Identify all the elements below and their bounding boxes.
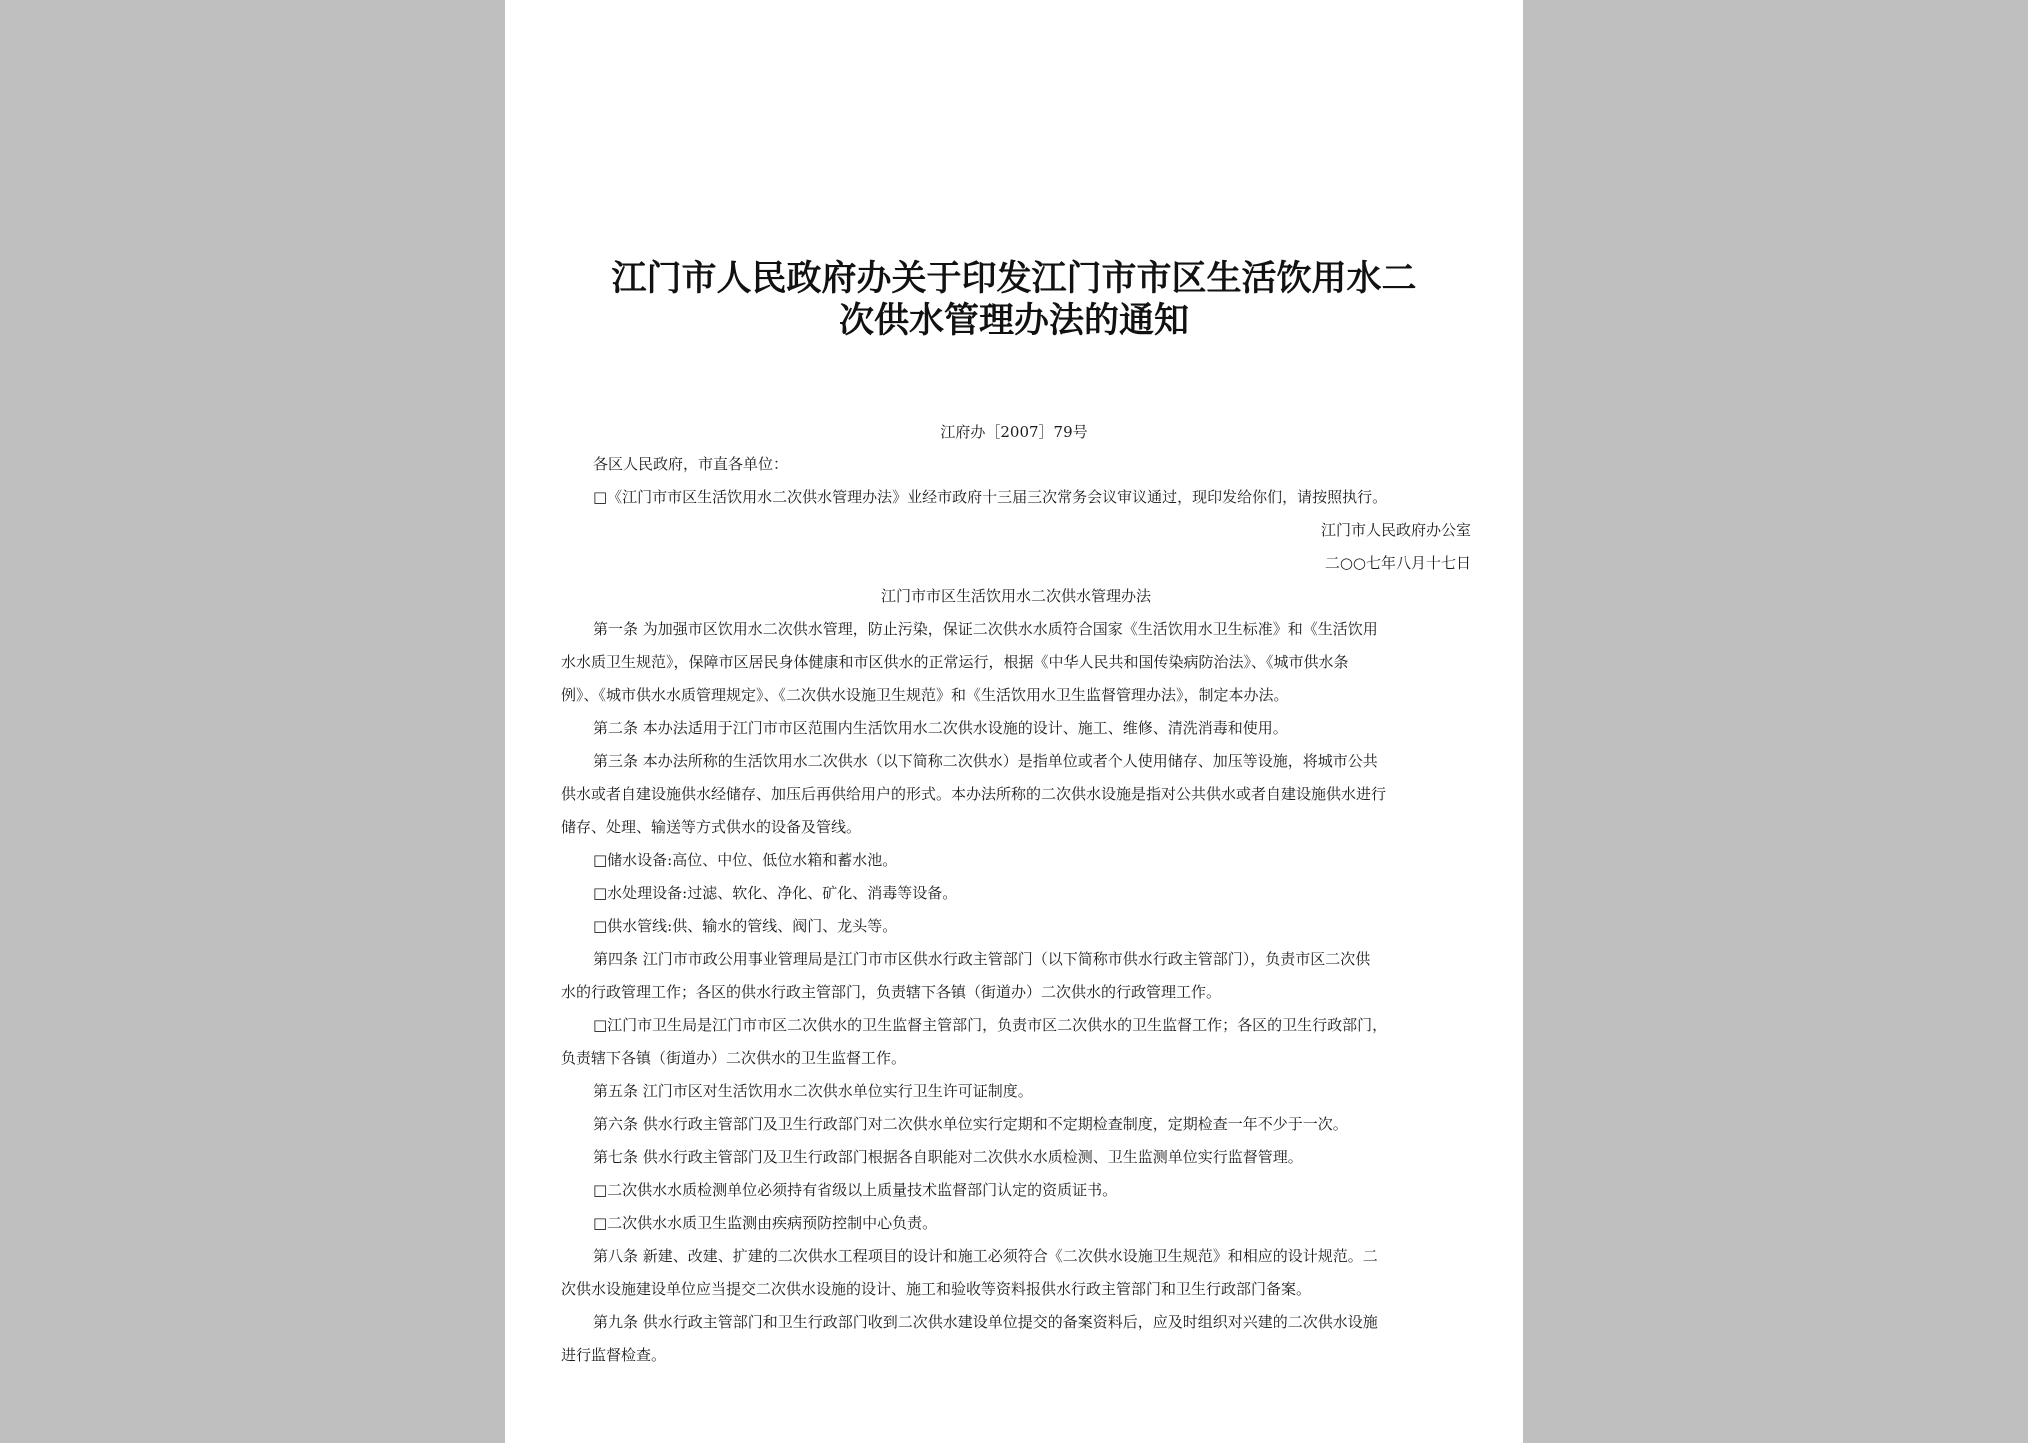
salutation: 各区人民政府，市直各单位： bbox=[593, 455, 789, 473]
body-line: 进行监督检查。 bbox=[561, 1346, 667, 1364]
body-line: 水水质卫生规范》，保障市区居民身体健康和市区供水的正常运行，根据《中华人民共和国传染病防治法》、《城市供水条 bbox=[561, 653, 1349, 671]
body-line: 第四条 江门市市政公用事业管理局是江门市市区供水行政主管部门（以下简称市供水行政主管部门），负责市区二次供 bbox=[593, 950, 1371, 968]
body-title: 江门市市区生活饮用水二次供水管理办法 bbox=[880, 587, 1151, 605]
body-line: 第三条 本办法所称的生活饮用水二次供水（以下简称二次供水）是指单位或者个人使用储存、加压等设施，将城市公共 bbox=[593, 752, 1378, 770]
body-line: □二次供水水质卫生监测由疾病预防控制中心负责。 bbox=[593, 1214, 938, 1232]
body-line: 第六条 供水行政主管部门及卫生行政部门对二次供水单位实行定期和不定期检查制度，定期检查一年不少于一次。 bbox=[593, 1115, 1348, 1133]
body-line: 储存、处理、输送等方式供水的设备及管线。 bbox=[561, 818, 862, 836]
document-title bbox=[595, 258, 1433, 342]
body-line: □江门市卫生局是江门市市区二次供水的卫生监督主管部门，负责市区二次供水的卫生监督工作；各区的卫生行政部门， bbox=[593, 1016, 1388, 1034]
title-line-1: 江门市人民政府办关于印发江门市市区生活饮用水二 bbox=[611, 259, 1417, 299]
body-line: 第九条 供水行政主管部门和卫生行政部门收到二次供水建设单位提交的备案资料后，应及时组织对兴建的二次供水设施 bbox=[593, 1313, 1378, 1331]
body-line: □二次供水水质检测单位必须持有省级以上质量技术监督部门认定的资质证书。 bbox=[593, 1181, 1118, 1199]
body-line: 供水或者自建设施供水经储存、加压后再供给用户的形式。本办法所称的二次供水设施是指对公共供水或者自建设施供水进行 bbox=[561, 785, 1387, 803]
body-line: 第七条 供水行政主管部门及卫生行政部门根据各自职能对二次供水水质检测、卫生监测单位实行监督管理。 bbox=[593, 1148, 1303, 1166]
body-line: 负责辖下各镇（街道办）二次供水的卫生监督工作。 bbox=[561, 1049, 907, 1067]
body-line: 次供水设施建设单位应当提交二次供水设施的设计、施工和验收等资料报供水行政主管部门和卫生行政部门备案。 bbox=[561, 1280, 1312, 1298]
body-line: 第二条 本办法适用于江门市市区范围内生活饮用水二次供水设施的设计、施工、维修、清洗消毒和使用。 bbox=[593, 719, 1288, 737]
body-line: □供水管线:供、输水的管线、阀门、龙头等。 bbox=[593, 917, 898, 935]
document-number: 江府办［2007］79号 bbox=[940, 423, 1088, 441]
issue-date: 二○○七年八月十七日 bbox=[1324, 554, 1471, 572]
body-line: □储水设备:高位、中位、低位水箱和蓄水池。 bbox=[593, 851, 898, 869]
body-line: 第一条 为加强市区饮用水二次供水管理，防止污染，保证二次供水水质符合国家《生活饮用水卫生标准》和《生活饮用 bbox=[593, 620, 1378, 638]
body-line: 例》、《城市供水水质管理规定》、《二次供水设施卫生规范》和《生活饮用水卫生监督管理办法》，制定本办法。 bbox=[561, 686, 1289, 704]
document-page bbox=[505, 0, 1523, 1443]
body-line: □水处理设备:过滤、软化、净化、矿化、消毒等设备。 bbox=[593, 884, 958, 902]
body-line: 水的行政管理工作；各区的供水行政主管部门，负责辖下各镇（街道办）二次供水的行政管理工作。 bbox=[561, 983, 1222, 1001]
body-line: 第八条 新建、改建、扩建的二次供水工程项目的设计和施工必须符合《二次供水设施卫生规范》和相应的设计规范。二 bbox=[593, 1247, 1378, 1265]
title-line-2: 次供水管理办法的通知 bbox=[838, 301, 1189, 341]
issuer: 江门市人民政府办公室 bbox=[1320, 521, 1471, 539]
intro-paragraph: □《江门市市区生活饮用水二次供水管理办法》业经市政府十三届三次常务会议审议通过，现印发给你们，请按照执行。 bbox=[593, 488, 1388, 506]
body-line: 第五条 江门市区对生活饮用水二次供水单位实行卫生许可证制度。 bbox=[593, 1082, 1033, 1100]
